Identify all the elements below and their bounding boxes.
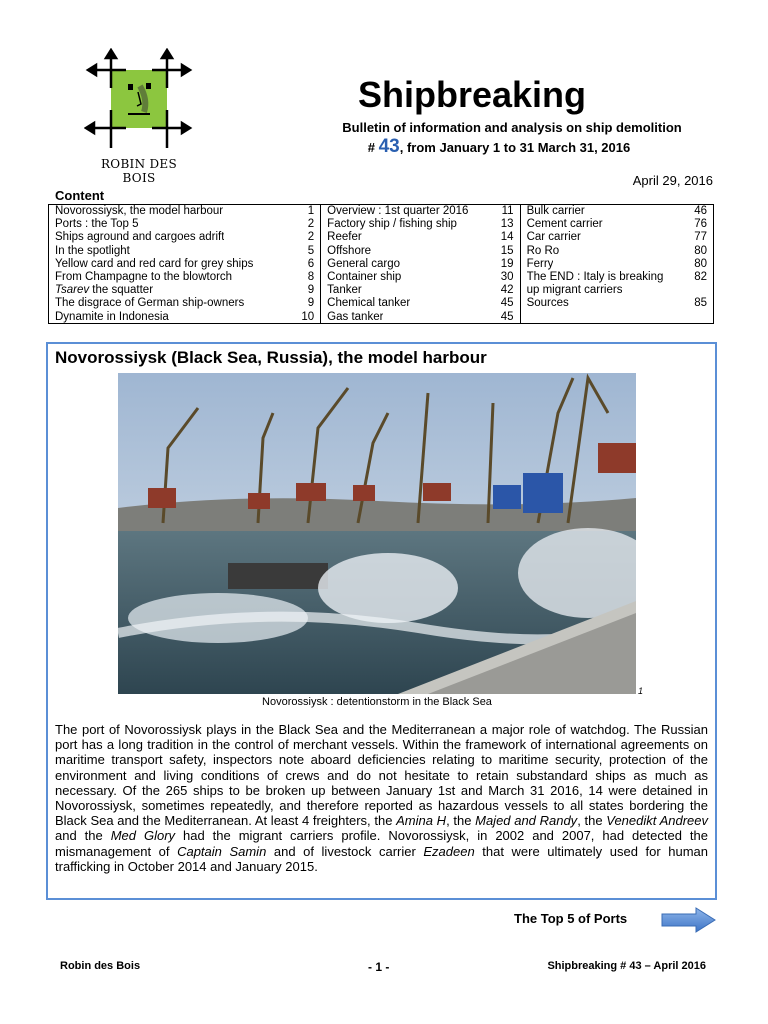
- next-section-link[interactable]: The Top 5 of Ports: [514, 911, 628, 926]
- toc-item[interactable]: Ports : the Top 5 2: [55, 218, 315, 231]
- page-subtitle: Bulletin of information and analysis on ship demolition: [342, 120, 682, 135]
- brand-name: ROBIN DES BOIS: [100, 157, 178, 185]
- harbour-photo: [118, 373, 636, 694]
- toc-item[interactable]: Car carrier 77: [526, 231, 707, 244]
- toc-item[interactable]: Ships aground and cargoes adrift 2: [55, 231, 315, 244]
- toc-item[interactable]: up migrant carriers: [526, 284, 623, 297]
- toc-item[interactable]: From Champagne to the blowtorch 8: [55, 271, 315, 284]
- toc-item[interactable]: Yellow card and red card for grey ships 6: [55, 257, 315, 270]
- issue-prefix: #: [367, 140, 379, 155]
- toc-column-1: [49, 205, 320, 323]
- issue-period: , from January 1 to 31 March 31, 2016: [399, 140, 631, 155]
- toc-item[interactable]: Tsarev the squatter 9: [55, 284, 315, 297]
- toc-item[interactable]: Reefer 14: [327, 231, 514, 244]
- toc-label: Content: [55, 188, 105, 203]
- toc-item[interactable]: Factory ship / fishing ship 13: [327, 218, 514, 231]
- photo-reference: 1: [638, 686, 644, 696]
- next-arrow-icon[interactable]: [660, 906, 718, 939]
- toc-item[interactable]: Novorossiysk, the model harbour 1: [55, 205, 315, 217]
- toc-item[interactable]: Dynamite in Indonesia 10: [55, 310, 315, 323]
- publication-date: April 29, 2016: [632, 173, 713, 188]
- toc-item[interactable]: Sources 85: [526, 297, 707, 310]
- toc-item[interactable]: In the spotlight 5: [55, 244, 315, 257]
- toc-item[interactable]: Ro Ro 80: [526, 244, 707, 257]
- issue-number: 43: [378, 136, 400, 157]
- toc-item[interactable]: Gas tanker 45: [327, 310, 514, 323]
- table-of-contents: [48, 204, 714, 324]
- toc-item[interactable]: General cargo 19: [327, 257, 514, 270]
- toc-item[interactable]: Chemical tanker 45: [327, 297, 514, 310]
- toc-item[interactable]: Container ship 30: [327, 271, 514, 284]
- toc-item[interactable]: Bulk carrier 46: [526, 205, 707, 217]
- footer-publisher: Robin des Bois: [60, 960, 141, 972]
- toc-item[interactable]: Overview : 1st quarter 2016 11: [327, 205, 514, 217]
- page-title: Shipbreaking: [357, 74, 587, 115]
- footer-issue: Shipbreaking # 43 – April 2016: [547, 960, 706, 972]
- toc-item[interactable]: Cement carrier 76: [526, 218, 707, 231]
- toc-item[interactable]: Offshore 15: [327, 244, 514, 257]
- issue-line: [240, 136, 758, 158]
- toc-column-2: [320, 205, 519, 323]
- toc-item[interactable]: Tanker 42: [327, 284, 514, 297]
- article-title: Novorossiysk (Black Sea, Russia), the model harbour: [55, 348, 487, 367]
- toc-item[interactable]: The disgrace of German ship-owners 9: [55, 297, 315, 310]
- photo-caption: Novorossiysk : detentionstorm in the Black Sea: [262, 696, 492, 708]
- page-number: - 1 -: [368, 960, 390, 974]
- toc-item[interactable]: Ferry 80: [526, 257, 707, 270]
- toc-column-3: [520, 205, 713, 323]
- toc-item[interactable]: The END : Italy is breaking 82: [526, 271, 707, 284]
- article-body: The port of Novorossiysk plays in the Black Sea and the Mediterranean a major role of watchdog. The Russian port has a long tradition in the control of merchant vessels. Within the framework of international agreements on maritime transport safety, inspectors note aboard deficiencies relating to maritime security, protection of the environment and living conditions of crews and do not hesitate to retain substandard ships as much as necessary. Of the 265 ships to be broken up between January 1st and March 31 2016, 14 were detained in Novorossiysk, sometimes repeatedly, and therefore reported as hazardous vessels to all states bordering the Black Sea and the Mediterranean. At least 4 freighters, the Amina H, the Majed and Randy, the Venedikt Andreev and the Med Glory had the migrant carriers profile. Novorossiysk, in 2002 and 2007, had detected the mismanagement of Captain Samin and of livestock carrier Ezadeen that were ultimately used for human trafficking in October 2014 and January 2015.: [55, 722, 708, 874]
